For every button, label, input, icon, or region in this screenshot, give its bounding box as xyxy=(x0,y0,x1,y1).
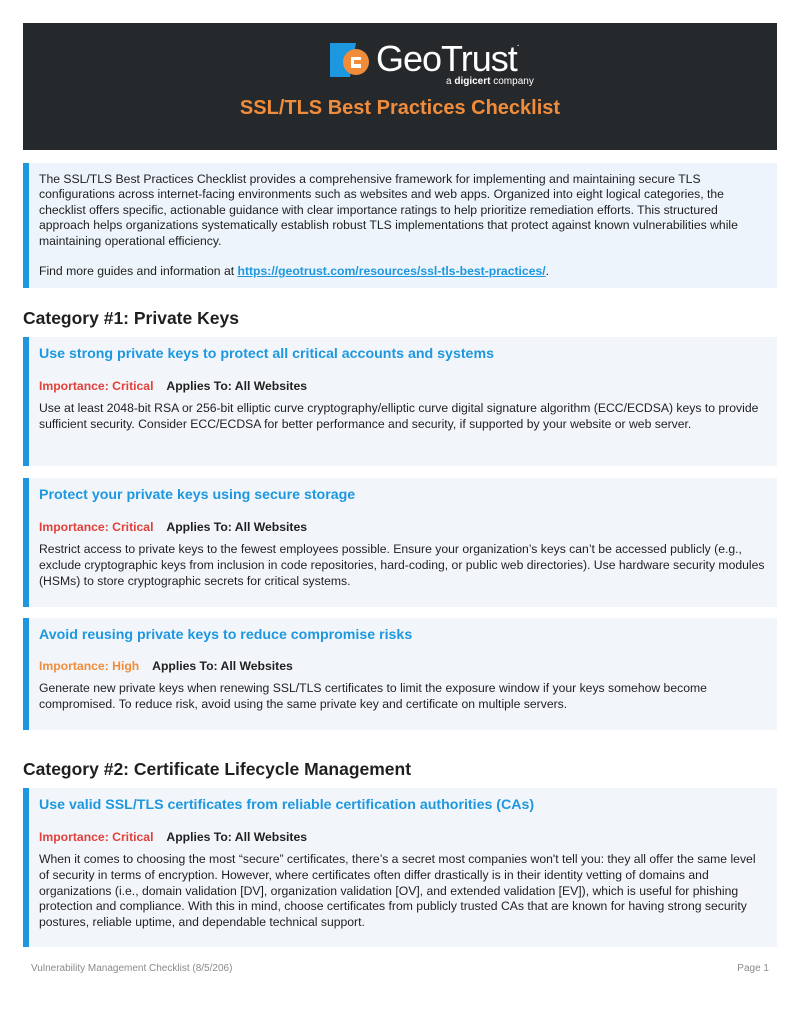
importance-badge: Importance: High xyxy=(39,659,140,673)
checklist-item xyxy=(23,618,777,730)
geotrust-logo-icon xyxy=(330,43,370,77)
category-2-title: Category #2: Certificate Lifecycle Management xyxy=(23,759,412,779)
importance-badge: Importance: Critical xyxy=(39,830,154,844)
find-more-line: Find more guides and information at https://geotrust.com/resources/ssl-tls-best-practices/. xyxy=(39,264,550,279)
logo-wordmark: GeoTrust. xyxy=(376,38,519,79)
category-1-title: Category #1: Private Keys xyxy=(23,308,239,328)
item-meta xyxy=(39,830,767,852)
item-body: When it comes to choosing the most “secure” certificates, there’s a secret most companies won't tell you: they all offer the same level of security in terms of encryption. However, where certificates often differ drastically is in their identity vetting of domains and organizations (i.e., domain validation [DV], organization validation [OV], and extended validation [EV]), which is useful for phishing protection and compliance. With this in mind, choose certificates from publicly trusted CAs that are known for having strong security postures, reliable uptime, and dependable technical support. xyxy=(39,852,756,930)
applies-to-label: Applies To: All Websites xyxy=(152,659,293,673)
checklist-item xyxy=(23,478,777,607)
item-meta xyxy=(39,520,767,542)
item-meta xyxy=(39,379,767,401)
header-banner xyxy=(23,23,777,150)
item-meta xyxy=(39,659,767,681)
importance-badge: Importance: Critical xyxy=(39,520,154,534)
resources-link[interactable]: https://geotrust.com/resources/ssl-tls-best-practices/ xyxy=(237,264,546,279)
item-title: Use strong private keys to protect all critical accounts and systems xyxy=(39,346,494,362)
item-title: Use valid SSL/TLS certificates from reliable certification authorities (CAs) xyxy=(39,797,535,813)
importance-badge: Importance: Critical xyxy=(39,379,154,393)
applies-to-label: Applies To: All Websites xyxy=(166,379,308,393)
item-body: Restrict access to private keys to the fewest employees possible. Ensure your organization’s keys can’t be accessed publicly (e.g., exclude cryptographic keys from inclusion in code repositories, hard-coding, or public web directories). Use hardware security modules (HSMs) to store cryptographic secrets for critical systems. xyxy=(39,542,765,588)
item-body: Generate new private keys when renewing SSL/TLS certificates to limit the exposure window if your keys somehow become compromised. To reduce risk, avoid using the same private key and certificate on multiple servers. xyxy=(39,681,707,711)
intro-box xyxy=(23,163,777,288)
applies-to-label: Applies To: All Websites xyxy=(166,520,308,534)
checklist-item xyxy=(23,788,777,947)
item-title: Protect your private keys using secure storage xyxy=(39,487,356,503)
footer-document-name: Vulnerability Management Checklist (8/5/206) xyxy=(31,963,233,974)
document-title: SSL/TLS Best Practices Checklist xyxy=(239,97,561,119)
logo-tagline: a digicert company xyxy=(446,76,534,87)
intro-paragraph: The SSL/TLS Best Practices Checklist provides a comprehensive framework for implementing and maintaining secure TLS configurations across internet-facing environments such as websites and web apps. Organized into eight logical categories, the checklist offers specific, actionable guidance with clear importance ratings to help prioritize remediation efforts. This structured approach helps organizations systematically establish robust TLS implementations that protect against known vulnerabilities while maintaining operational efficiency. xyxy=(39,172,738,248)
checklist-item xyxy=(23,337,777,466)
footer-page-number: Page 1 xyxy=(737,963,769,974)
item-body: Use at least 2048-bit RSA or 256-bit elliptic curve cryptography/elliptic curve digital signature algorithm (ECC/ECDSA) keys to provide sufficient security. Consider ECC/ECDSA for better performance and security, if supported by your website or web server. xyxy=(39,401,759,431)
geotrust-logo xyxy=(330,38,534,91)
applies-to-label: Applies To: All Websites xyxy=(166,830,308,844)
item-title: Avoid reusing private keys to reduce compromise risks xyxy=(39,627,413,643)
